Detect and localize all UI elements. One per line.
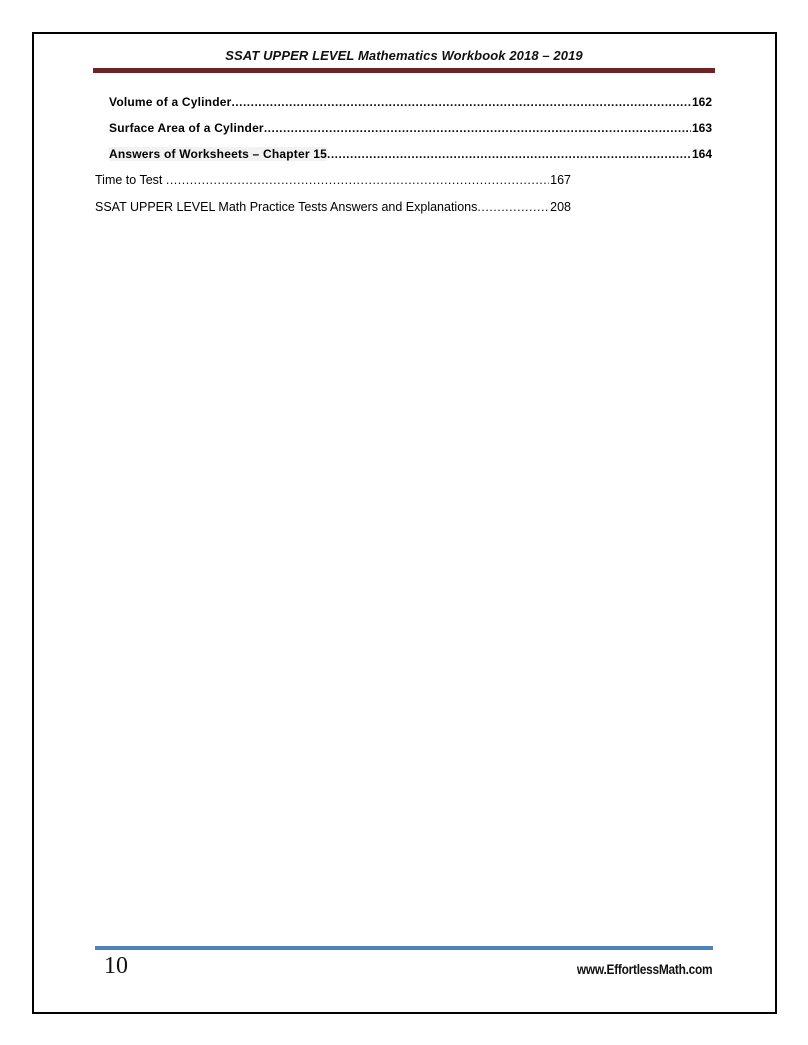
toc-entry-page: 162 [691,95,712,109]
dot-leader [327,147,691,161]
footer-site-url: www.EffortlessMath.com [576,961,712,977]
toc-entry-title: Time to Test [95,173,166,187]
footer-divider [95,946,713,950]
toc-entry-title: Surface Area of a Cylinder [109,121,264,135]
dot-leader [166,173,549,187]
toc-entry-time-to-test[interactable] [95,173,571,187]
toc-entry-title: SSAT UPPER LEVEL Math Practice Tests Answers and Explanations [95,200,478,214]
toc-entry-title: Volume of a Cylinder [109,95,232,109]
toc-entry-page: 208 [550,200,571,214]
running-header-title: SSAT UPPER LEVEL Mathematics Workbook 2018 – 2019 [225,48,583,63]
toc-entry-page: 167 [550,173,571,187]
page-number: 10 [104,953,128,979]
dot-leader [231,95,691,109]
toc-entry-answers-chapter-15[interactable] [109,147,712,161]
toc-entry-practice-tests-answers[interactable] [95,200,571,214]
toc-entry-page: 164 [691,147,712,161]
toc-entry-volume-of-a-cylinder[interactable] [109,95,712,109]
header-divider [93,68,715,73]
toc-entry-page: 163 [691,121,712,135]
toc-entry-surface-area-of-a-cylinder[interactable] [109,121,712,135]
dot-leader [477,200,549,214]
toc-entry-title: Answers of Worksheets – Chapter 15 [109,147,327,161]
dot-leader [264,121,691,135]
